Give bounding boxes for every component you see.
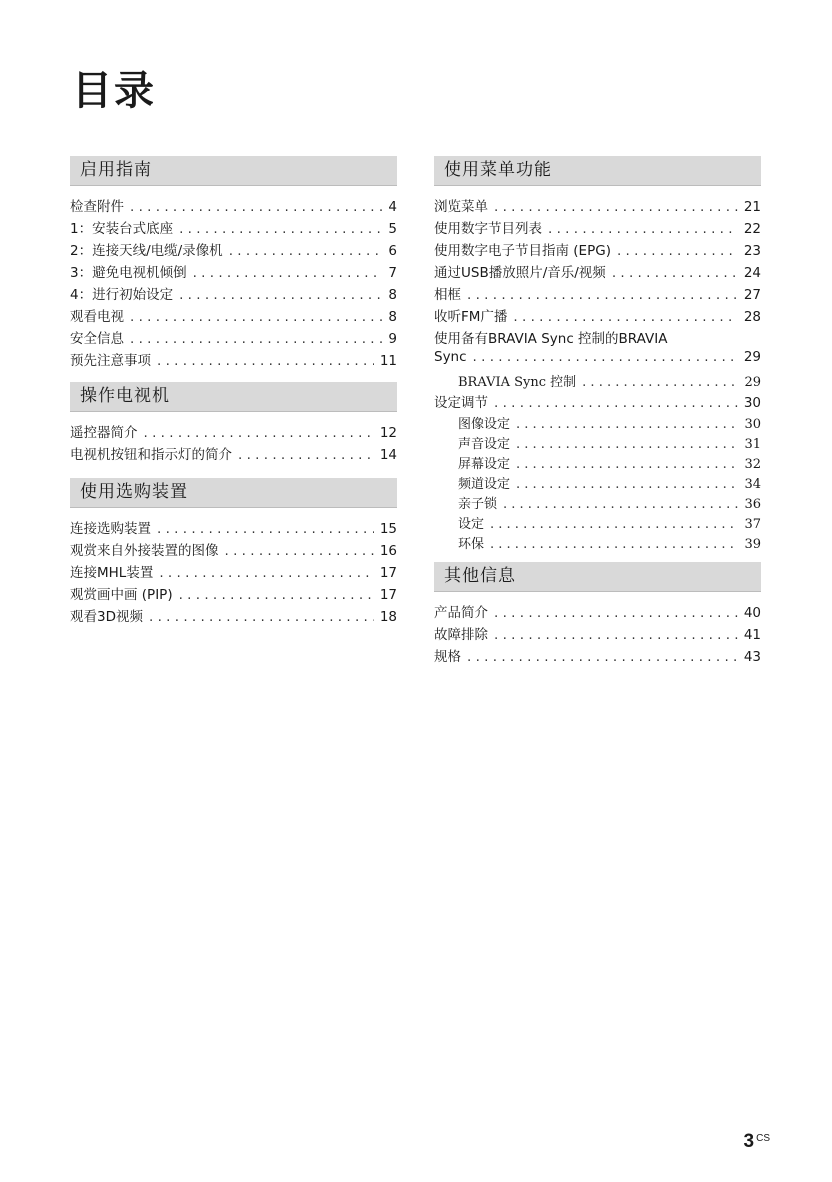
toc-entry[interactable] bbox=[70, 261, 397, 283]
toc-label: 产品简介 bbox=[434, 605, 488, 621]
toc-entry[interactable] bbox=[70, 583, 397, 605]
section-heading: 操作电视机 bbox=[70, 382, 397, 412]
dot-leader bbox=[159, 565, 373, 581]
toc-list bbox=[434, 601, 761, 667]
dot-leader bbox=[516, 477, 738, 492]
toc-entry[interactable] bbox=[70, 421, 397, 443]
toc-label: 3：避免电视机倾倒 bbox=[70, 265, 187, 281]
dot-leader bbox=[473, 349, 738, 365]
toc-entry[interactable] bbox=[434, 283, 761, 305]
dot-leader bbox=[467, 649, 738, 665]
toc-entry[interactable] bbox=[434, 645, 761, 667]
toc-label: 浏览菜单 bbox=[434, 199, 488, 215]
toc-label: 规格 bbox=[434, 649, 461, 665]
toc-label: 收听FM广播 bbox=[434, 309, 508, 325]
toc-label: 遥控器简介 bbox=[70, 425, 138, 441]
toc-page: 29 bbox=[744, 375, 761, 390]
toc-entry[interactable] bbox=[70, 195, 397, 217]
toc-page: 39 bbox=[744, 537, 761, 552]
toc-page: 40 bbox=[743, 605, 761, 621]
toc-entry[interactable] bbox=[70, 539, 397, 561]
toc-entry[interactable] bbox=[70, 217, 397, 239]
toc-label: 预先注意事项 bbox=[70, 353, 151, 369]
dot-leader bbox=[490, 537, 738, 552]
dot-leader bbox=[503, 497, 738, 512]
toc-page: 18 bbox=[379, 609, 397, 625]
toc-list bbox=[70, 421, 397, 465]
section-heading: 其他信息 bbox=[434, 562, 761, 592]
toc-sublist bbox=[434, 413, 761, 553]
page-number bbox=[744, 1131, 770, 1153]
toc-label: Sync bbox=[434, 349, 467, 365]
dot-leader bbox=[513, 309, 737, 325]
toc-list bbox=[70, 195, 397, 371]
toc-label: 观看电视 bbox=[70, 309, 124, 325]
toc-page: 30 bbox=[743, 395, 761, 411]
toc-label: 故障排除 bbox=[434, 627, 488, 643]
toc-label: 安全信息 bbox=[70, 331, 124, 347]
toc-entry[interactable] bbox=[434, 239, 761, 261]
toc-subentry[interactable] bbox=[434, 433, 761, 453]
toc-entry[interactable] bbox=[434, 327, 761, 349]
dot-leader bbox=[516, 457, 738, 472]
section-heading: 使用选购装置 bbox=[70, 478, 397, 508]
toc-page: 4 bbox=[388, 199, 397, 215]
toc-label: 通过USB播放照片/音乐/视频 bbox=[434, 265, 606, 281]
page-title: 目录 bbox=[72, 68, 156, 114]
toc-label: 连接选购装置 bbox=[70, 521, 151, 537]
dot-leader bbox=[193, 265, 383, 281]
toc-page: 7 bbox=[388, 265, 397, 281]
toc-label: 亲子锁 bbox=[458, 497, 498, 512]
section-operating-tv bbox=[70, 382, 397, 465]
toc-page: 11 bbox=[379, 353, 397, 369]
toc-page: 43 bbox=[743, 649, 761, 665]
section-heading: 启用指南 bbox=[70, 156, 397, 186]
toc-subentry[interactable] bbox=[434, 413, 761, 433]
toc-page: 8 bbox=[388, 287, 397, 303]
section-optional-equipment bbox=[70, 478, 397, 627]
toc-page: 36 bbox=[744, 497, 761, 512]
dot-leader bbox=[490, 517, 738, 532]
toc-entry[interactable] bbox=[70, 517, 397, 539]
toc-label: 屏幕设定 bbox=[458, 457, 511, 472]
toc-subentry[interactable] bbox=[434, 533, 761, 553]
toc-label: 设定 bbox=[458, 517, 485, 532]
dot-leader bbox=[617, 243, 738, 259]
toc-entry[interactable] bbox=[70, 239, 397, 261]
dot-leader bbox=[149, 609, 374, 625]
dot-leader bbox=[157, 521, 374, 537]
toc-page: 22 bbox=[743, 221, 761, 237]
dot-leader bbox=[494, 605, 738, 621]
dot-leader bbox=[179, 287, 382, 303]
dot-leader bbox=[225, 543, 374, 559]
dot-leader bbox=[144, 425, 374, 441]
section-heading: 使用菜单功能 bbox=[434, 156, 761, 186]
page-number-value: 3 bbox=[743, 1131, 755, 1152]
toc-label: 观赏来自外接装置的图像 bbox=[70, 543, 219, 559]
toc-page: 32 bbox=[744, 457, 761, 472]
toc-label: 观赏画中画 (PIP) bbox=[70, 587, 173, 603]
toc-subentry[interactable] bbox=[434, 473, 761, 493]
section-getting-started bbox=[70, 156, 397, 371]
toc-label: 声音设定 bbox=[458, 437, 511, 452]
dot-leader bbox=[157, 353, 374, 369]
toc-page: 17 bbox=[379, 587, 397, 603]
toc-page: 28 bbox=[743, 309, 761, 325]
toc-entry[interactable] bbox=[434, 349, 761, 371]
dot-leader bbox=[582, 375, 738, 390]
toc-entry[interactable] bbox=[70, 443, 397, 465]
toc-entry[interactable] bbox=[434, 217, 761, 239]
dot-leader bbox=[238, 447, 374, 463]
toc-entry[interactable] bbox=[70, 305, 397, 327]
dot-leader bbox=[516, 437, 738, 452]
toc-label: 电视机按钮和指示灯的简介 bbox=[70, 447, 232, 463]
toc-label: 检查附件 bbox=[70, 199, 124, 215]
toc-page: 17 bbox=[379, 565, 397, 581]
section-menu-functions bbox=[434, 156, 761, 553]
dot-leader bbox=[494, 199, 738, 215]
toc-page: 16 bbox=[379, 543, 397, 559]
toc-entry[interactable] bbox=[434, 623, 761, 645]
toc-label: 频道设定 bbox=[458, 477, 511, 492]
toc-page: 37 bbox=[744, 517, 761, 532]
toc-entry[interactable] bbox=[434, 261, 761, 283]
toc-entry[interactable] bbox=[434, 391, 761, 413]
toc-label: 环保 bbox=[458, 537, 485, 552]
dot-leader bbox=[130, 309, 382, 325]
page-number-suffix: CS bbox=[756, 1132, 770, 1144]
toc-subentry[interactable] bbox=[434, 513, 761, 533]
section-other-information bbox=[434, 562, 761, 667]
dot-leader bbox=[179, 221, 382, 237]
dot-leader bbox=[130, 199, 382, 215]
toc-page: 41 bbox=[743, 627, 761, 643]
toc-entry[interactable] bbox=[434, 195, 761, 217]
toc-page: 30 bbox=[744, 417, 761, 432]
toc-label: 相框 bbox=[434, 287, 461, 303]
toc-label: 1：安装台式底座 bbox=[70, 221, 174, 237]
toc-page: 5 bbox=[388, 221, 397, 237]
toc-entry[interactable] bbox=[434, 601, 761, 623]
dot-leader bbox=[229, 243, 383, 259]
toc-page: 23 bbox=[743, 243, 761, 259]
toc-entry[interactable] bbox=[70, 605, 397, 627]
toc-label: BRAVIA Sync 控制 bbox=[458, 375, 577, 390]
toc-label: 设定调节 bbox=[434, 395, 488, 411]
dot-leader bbox=[494, 627, 738, 643]
toc-page: 34 bbox=[744, 477, 761, 492]
toc-subentry[interactable] bbox=[434, 371, 761, 391]
toc-entry[interactable] bbox=[70, 561, 397, 583]
toc-page: 14 bbox=[379, 447, 397, 463]
toc-subentry[interactable] bbox=[434, 453, 761, 473]
toc-list bbox=[70, 517, 397, 627]
toc-label: 使用数字节目列表 bbox=[434, 221, 542, 237]
toc-page: 29 bbox=[743, 349, 761, 365]
toc-label: 使用备有BRAVIA Sync 控制的BRAVIA bbox=[434, 331, 668, 347]
toc-page: 9 bbox=[388, 331, 397, 347]
dot-leader bbox=[494, 395, 738, 411]
toc-subentry[interactable] bbox=[434, 493, 761, 513]
toc-list bbox=[434, 195, 761, 327]
toc-entry[interactable] bbox=[434, 305, 761, 327]
toc-label: 4：进行初始设定 bbox=[70, 287, 174, 303]
toc-label: 连接MHL装置 bbox=[70, 565, 154, 581]
dot-leader bbox=[612, 265, 738, 281]
toc-page: 8 bbox=[388, 309, 397, 325]
dot-leader bbox=[548, 221, 738, 237]
toc-entry[interactable] bbox=[70, 283, 397, 305]
toc-page: 27 bbox=[743, 287, 761, 303]
toc-entry[interactable] bbox=[70, 327, 397, 349]
toc-page: 15 bbox=[379, 521, 397, 537]
dot-leader bbox=[179, 587, 374, 603]
dot-leader bbox=[467, 287, 738, 303]
dot-leader bbox=[516, 417, 738, 432]
toc-label: 2：连接天线/电缆/录像机 bbox=[70, 243, 223, 259]
toc-label: 图像设定 bbox=[458, 417, 511, 432]
toc-page: 31 bbox=[744, 437, 761, 452]
toc-page: 6 bbox=[388, 243, 397, 259]
toc-label: 使用数字电子节目指南 (EPG) bbox=[434, 243, 611, 259]
toc-page: 21 bbox=[743, 199, 761, 215]
dot-leader bbox=[130, 331, 382, 347]
toc-page: 24 bbox=[743, 265, 761, 281]
toc-page: 12 bbox=[379, 425, 397, 441]
toc-entry[interactable] bbox=[70, 349, 397, 371]
toc-label: 观看3D视频 bbox=[70, 609, 143, 625]
